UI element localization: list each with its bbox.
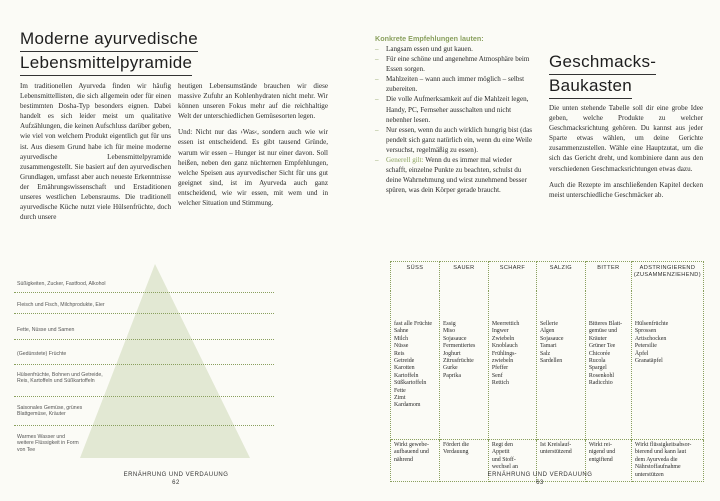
taste-header-pungent: SCHARF — [488, 262, 536, 292]
right-footer — [470, 471, 610, 487]
taste-effect-salty: Ist Kreislauf- unterstützend — [536, 440, 585, 482]
taste-table — [390, 261, 704, 482]
left-col1-paragraph: Im traditionellen Ayurveda finden wir häufig Lebensmittellisten, die sich allgemein oder für einen bestimmten Dosha-Typ besonders eignen. Dabei handelt es sich leider meist um qualitative Aufzählungen, die keinen Aufschluss darüber geben, wie viel von welchem Produkt eigentlich gut für uns ist. Aus diesem Grund habe ich für meine moderne ayurvedische Lebensmittelpyramide zusammengestellt. Sie basiert auf den ayurvedischen Grundlagen, umfasst aber auch neueste Erkenntnisse der Ernährungswissenschaft und Erstaditionen unseres westlichen Lebensraums. Die traditionell ayurvedische Küche nutzt viele Hülsenfrüchte, doch durch unsere — [20, 82, 171, 222]
pyramid-level-1: Süßigkeiten, Zucker, Fastfood, Alkohol — [17, 281, 106, 287]
recommendations-list — [375, 44, 533, 195]
pyramid-divider — [14, 292, 274, 293]
pyramid-level-5: Hülsenfrüchte, Bohnen und Getreide, Reis, Kartoffeln und Süßkartoffeln — [17, 372, 103, 385]
right-page-number: 63 — [536, 480, 544, 486]
recommendation-item: – Die volle Aufmerksamkeit auf die Mahlzeit legen, Handy, PC, Fernseher ausschalten und nicht nebenher lesen. — [375, 94, 533, 124]
taste-items-row — [391, 291, 704, 440]
taste-effect-pungent: Regt den Appetit und Stoff- wechsel an — [488, 440, 536, 482]
recommendations-block — [375, 34, 533, 195]
left-heading-line-2: Lebensmittelpyramide — [20, 52, 192, 76]
right-heading-line-1: Geschmacks- — [549, 51, 656, 75]
taste-intro-paragraph-2: Auch die Rezepte im anschließenden Kapitel decken meist unterschiedliche Geschmäcker ab. — [549, 180, 703, 199]
recommendation-item: – Für eine schöne und angenehme Atmosphäre beim Essen sorgen. — [375, 54, 533, 74]
taste-intro — [549, 103, 703, 206]
taste-items-sour: Essig Miso Sojasauce Fermentiertes Joghurt Zitrusfrüchte Gurke Paprika — [439, 291, 488, 440]
recommendations-title: Konkrete Empfehlungen lauten: — [375, 34, 484, 43]
left-column-1 — [20, 81, 171, 228]
taste-effect-sour: Fördert die Verdauung — [439, 440, 488, 482]
left-column-2 — [178, 81, 328, 214]
taste-header-bitter: BITTER — [585, 262, 631, 292]
pyramid-level-6: Saisonales Gemüse, grünes Blattgemüse, Kräuter — [17, 405, 83, 418]
taste-items-salty: Sellerie Algen Sojasauce Tamari Salz Sardellen — [536, 291, 585, 440]
taste-items-astringent: Hülsenfrüchte Sprossen Artischocken Petersilie Äpfel Granatäpfel — [631, 291, 703, 440]
pyramid-level-4: (Gedünstete) Früchte — [17, 351, 67, 357]
taste-header-salty: SALZIG — [536, 262, 585, 292]
pyramid-divider — [14, 425, 274, 426]
right-page-heading — [549, 51, 656, 99]
left-page-number: 62 — [172, 480, 180, 486]
left-footer-title: ERNÄHRUNG UND VERDAUUNG — [123, 472, 229, 478]
taste-header-row — [391, 262, 704, 292]
taste-effect-astringent: Wirkt flüssigkeitsabsor- bierend und kann laut dem Ayurveda die Nährstoffaufnahme unterstützen — [631, 440, 703, 482]
right-footer-title: ERNÄHRUNG UND VERDAUUNG — [487, 472, 593, 478]
left-page-heading — [20, 28, 198, 76]
taste-header-sour: SAUER — [439, 262, 488, 292]
left-heading-line-1: Moderne ayurvedische — [20, 28, 198, 52]
pyramid-divider — [14, 396, 274, 397]
recommendation-item: – Mahlzeiten – wann auch immer möglich – selbst zubereiten. — [375, 74, 533, 94]
pyramid-triangle — [80, 264, 250, 458]
recommendation-item: – Generell gilt: Wenn du es immer mal wieder schafft, einzelne Punkte zu beachten, schulst du deine Wahrnehmung und wirst zunehmend besser spüren, was dein Körper gerade braucht. — [375, 155, 533, 195]
pyramid-level-7: Warmes Wasser und weitere Flüssigkeit in Form von Tee — [17, 434, 79, 453]
recommendation-item: – Nur essen, wenn du auch wirklich hungrig bist (das pendelt sich ganz natürlich ein, wenn du eine Weile versuchst, regelmäßig zu essen). — [375, 125, 533, 155]
pyramid-divider — [14, 364, 274, 365]
left-footer — [106, 471, 246, 487]
taste-items-sweet: fast alle Früchte Sahne Milch Nüsse Reis Getreide Karotten Kartoffeln Süßkartoffeln Fette Zimt Kardamom — [391, 291, 440, 440]
taste-effect-sweet: Wirkt gewebe- aufbauend und nährend — [391, 440, 440, 482]
taste-header-sweet: SÜSS — [391, 262, 440, 292]
taste-items-pungent: Meerrettich Ingwer Zwiebeln Knoblauch Frühlings- zwiebeln Pfeffer Senf Rettich — [488, 291, 536, 440]
pyramid-divider — [14, 313, 274, 314]
taste-intro-paragraph-1: Die unten stehende Tabelle soll dir eine grobe Idee geben, welche Produkte zu welcher Geschmacksrichtung gehören. Du kannst aus jeder Sparte etwas wählen, um deine Gerichte zusammenzustellen. Wähle eine Hauptzutat, um die sich das Gericht dreht, und kombiniere dann aus den verschiedenen Geschmacksrichtungen etwas dazu. — [549, 104, 703, 173]
pyramid-level-3: Fette, Nüsse und Samen — [17, 327, 75, 333]
taste-header-astringent: ADSTRINGIEREND (ZUSAMMENZIEHEND) — [631, 262, 703, 292]
left-col2-paragraph-2: Und: Nicht nur das ›Was‹, sondern auch wie wir essen ist entscheidend. Es gibt tausend Gründe, warum wir essen – Hunger ist nur einer davon. Soll heißen, neben den ganz nüchternen Empfehlungen, welche Speisen aus ayurvedischer Sicht für uns gut geeignet sind, ist im Ayurveda auch ganz entscheidend, wie wir essen, mit wem und in welcher Situation und Stimmung. — [178, 128, 328, 208]
recommendation-item: – Langsam essen und gut kauen. — [375, 44, 533, 54]
pyramid-divider — [14, 339, 274, 340]
taste-effect-bitter: Wirkt rei- nigend und entgiftend — [585, 440, 631, 482]
taste-items-bitter: Bitteres Blatt- gemüse und Kräuter Grüner Tee Chicorée Rucola Spargel Rosenkohl Radicchio — [585, 291, 631, 440]
left-col2-paragraph-1: heutigen Lebensumstände brauchen wir diese massive Zufuhr an Kohlenhydraten nicht mehr. Wir können unseren Fokus mehr auf die reichhaltige Welt der unterschiedlichen Gemüsesorten legen. — [178, 82, 328, 121]
pyramid-level-2: Fleisch und Fisch, Milchprodukte, Eier — [17, 302, 105, 308]
right-heading-line-2: Baukasten — [549, 75, 632, 99]
